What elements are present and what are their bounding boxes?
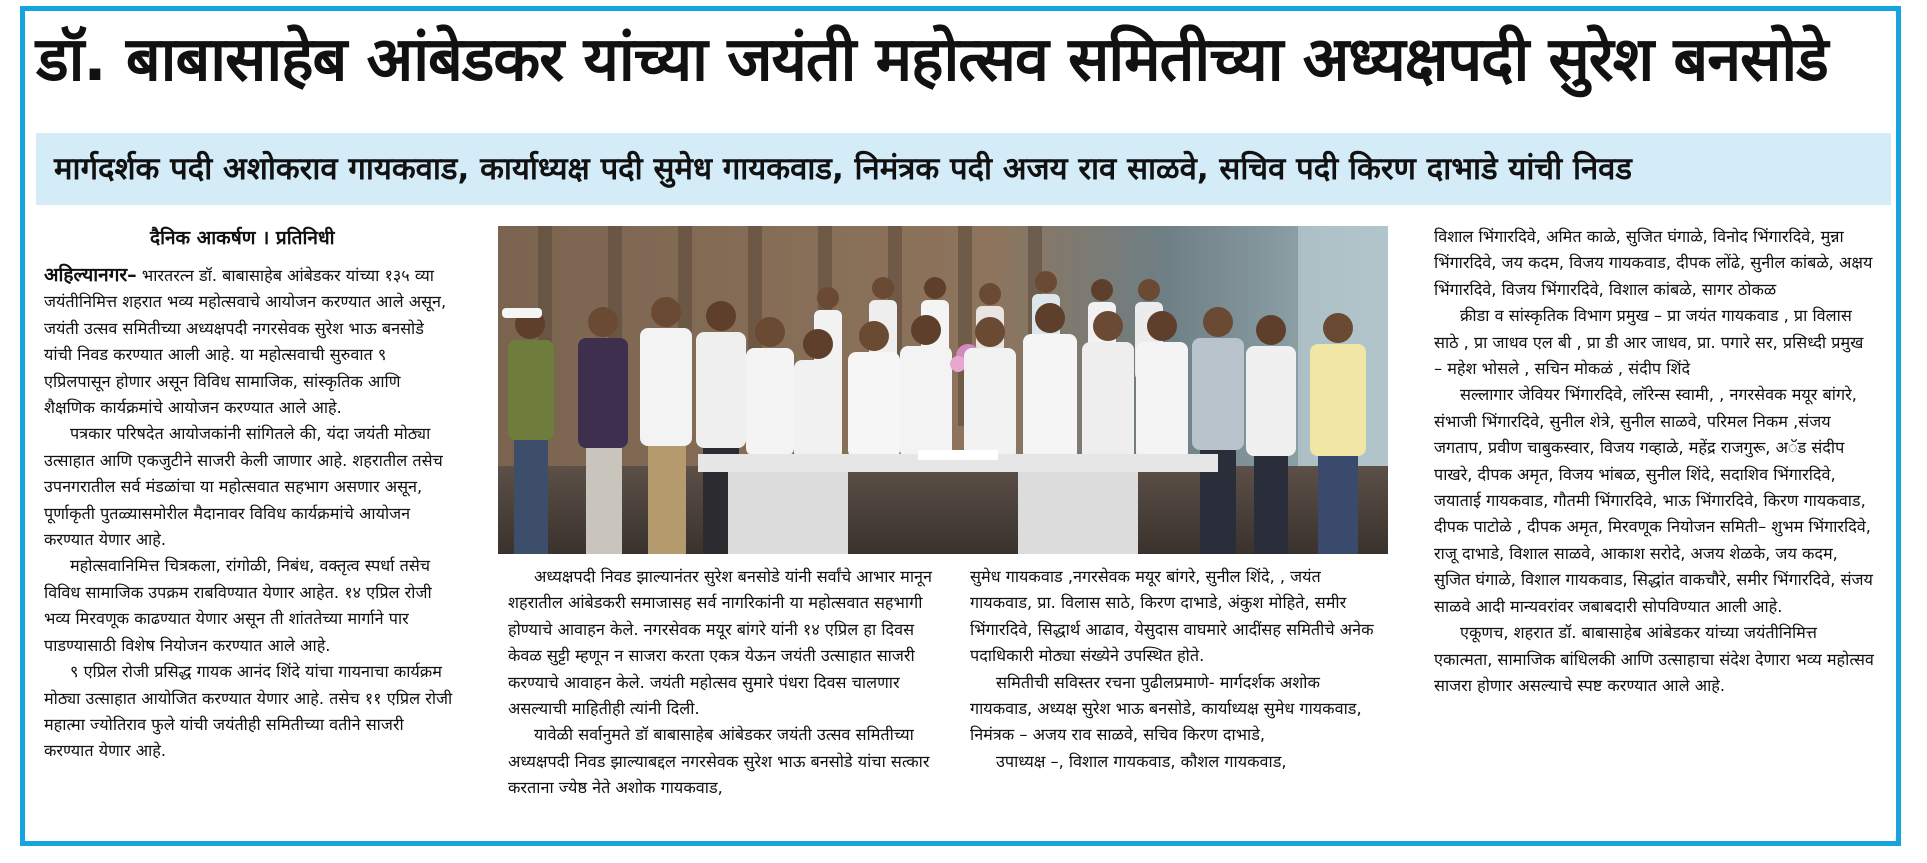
headline: डॉ. बाबासाहेब आंबेडकर यांच्या जयंती महोत्सव समितीच्या अध्यक्षपदी सुरेश बनसोडे bbox=[36, 24, 1828, 95]
column-1 bbox=[44, 262, 456, 765]
paragraph: विशाल भिंगारदिवे, अमित काळे, सुजित घंगाळे, विनोद भिंगारदिवे, मुन्ना भिंगारदिवे, जय कदम, विजय गायकवाड, दीपक लोंढे, सुनील कांबळे, अक्षय भिंगारदिवे, विजय भिंगारदिवे, विशाल कांबळे, सागर ठोकळ bbox=[1434, 227, 1873, 299]
dateline: अहिल्यानगर– bbox=[44, 264, 137, 286]
paragraph: महोत्सवानिमित्त चित्रकला, रांगोळी, निबंध, वक्तृत्व स्पर्धा तसेच विविध सामाजिक उपक्रम राबविण्यात येणार आहेत. १४ एप्रिल रोजी भव्य मिरवणूक काढण्यात येणार असून ती शांततेच्या मार्गाने पार पाडण्यासाठी विशेष नियोजन करण्यात आले आहे. bbox=[44, 556, 432, 655]
paragraph: यावेळी सर्वानुमते डॉ बाबासाहेब आंबेडकर जयंती उत्सव समितीच्या अध्यक्षपदी निवड झाल्याबद्दल नगरसेवक सुरेश भाऊ बनसोडे यांचा सत्कार करताना ज्येष्ठ नेते अशोक गायकवाड, bbox=[508, 725, 930, 798]
byline: दैनिक आकर्षण । प्रतिनिधी bbox=[150, 227, 335, 249]
paragraph bbox=[44, 262, 456, 421]
paragraph: समितीची सविस्तर रचना पुढीलप्रमाणे- मार्गदर्शक अशोक गायकवाड, अध्यक्ष सुरेश भाऊ बनसोडे, कार्याध्यक्ष सुमेध गायकवाड, निमंत्रक – अजय राव साळवे, सचिव किरण दाभाडे, bbox=[970, 672, 1362, 745]
paragraph: सल्लागार जेवियर भिंगारदिवे, लॉरेन्स स्वामी, , नगरसेवक मयूर बांगरे, संभाजी भिंगारदिवे, सुनील शेत्रे, सुनील साळवे, परिमल निकम ,संजय जगताप, प्रवीण चाबुकस्वार, विजय गव्हाळे, महेंद्र राजगुरू, अॅड संदीप पाखरे, दीपक अमृत, विजय भांबळ, सुनील शिंदे, सदाशिव भिंगारदिवे, जयाताई गायकवाड, गौतमी भिंगारदिवे, भाऊ भिंगारदिवे, किरण गायकवाड, दीपक पाटोळे , दीपक अमृत, मिरवणूक नियोजन समिती– शुभम भिंगारदिवे, राजू दाभाडे, विशाल साळवे, आकाश सरोदे, अजय शेळके, जय कदम, सुजित घंगाळे, विशाल गायकवाड, सिद्धांत वाकचौरे, समीर भिंगारदिवे, संजय साळवे आदी मान्यवरांवर जबाबदारी सोपविण्यात आली आहे. bbox=[1434, 385, 1873, 616]
paragraph-text: भारतरत्न डॉ. बाबासाहेब आंबेडकर यांच्या १३५ व्या जयंतीनिमित्त शहरात भव्य महोत्सवाचे आयोजन करण्यात आले असून, जयंती उत्सव समितीच्या अध्यक्षपदी नगरसेवक सुरेश भाऊ बनसोडे यांची निवड करण्यात आली आहे. या महोत्सवाची सुरुवात ९ एप्रिलपासून होणार असून विविध सामाजिक, सांस्कृतिक आणि शैक्षणिक कार्यक्रमांचे आयोजन करण्यात आले आहे. bbox=[44, 266, 447, 418]
column-3 bbox=[970, 564, 1380, 775]
paragraph: ९ एप्रिल रोजी प्रसिद्ध गायक आनंद शिंदे यांचा गायनाचा कार्यक्रम मोठ्या उत्साहात आयोजित करण्यात येणार आहे. तसेच ११ एप्रिल रोजी महात्मा ज्योतिराव फुले यांची जयंतीही समितीच्या वतीने साजरी करण्यात येणार आहे. bbox=[44, 662, 453, 761]
subheadline: मार्गदर्शक पदी अशोकराव गायकवाड, कार्याध्यक्ष पदी सुमेध गायकवाड, निमंत्रक पदी अजय राव साळवे, सचिव पदी किरण दाभाडे यांची निवड bbox=[54, 151, 1632, 187]
news-photo bbox=[498, 226, 1388, 554]
paragraph: सुमेध गायकवाड ,नगरसेवक मयूर बांगरे, सुनील शिंदे, , जयंत गायकवाड, प्रा. विलास साठे, किरण दाभाडे, अंकुश मोहिते, समीर भिंगारदिवे, सिद्धार्थ आढाव, येसुदास वाघमारे आदींसह समितीचे अनेक पदाधिकारी मोठ्या संख्येने उपस्थित होते. bbox=[970, 567, 1374, 666]
paragraph: अध्यक्षपदी निवड झाल्यानंतर सुरेश बनसोडे यांनी सर्वांचे आभार मानून शहरातील आंबेडकरी समाजासह सर्व नागरिकांनी या महोत्सवात सहभागी होण्याचे आवाहन केले. नगरसेवक मयूर बांगरे यांनी १४ एप्रिल हा दिवस केवळ सुट्टी म्हणून न साजरा करता एकत्र येऊन जयंती उत्साहात साजरी करण्याचे आवाहन केले. जयंती महोत्सव सुमारे पंधरा दिवस चालणार असल्याची माहितीही त्यांनी दिली. bbox=[508, 567, 933, 719]
paragraph: पत्रकार परिषदेत आयोजकांनी सांगितले की, यंदा जयंती मोठ्या उत्साहात आणि एकजुटीने साजरी केली जाणार आहे. शहरातील तसेच उपनगरातील सर्व मंडळांचा या महोत्सवात सहभाग असणार असून, पूर्णाकृती पुतळ्यासमोरील मैदानावर विविध कार्यक्रमांचे आयोजन करण्यात येणार आहे. bbox=[44, 424, 443, 550]
paragraph: क्रीडा व सांस्कृतिक विभाग प्रमुख – प्रा जयंत गायकवाड , प्रा विलास साठे , प्रा जाधव एल बी , प्रा डी आर जाधव, प्रा. पगारे सर, प्रसिध्दी प्रमुख – महेश भोसले , सचिन मोकळं , संदीप शिंदे bbox=[1434, 306, 1864, 379]
paragraph: एकूणच, शहरात डॉ. बाबासाहेब आंबेडकर यांच्या जयंतीनिमित्त एकात्मता, सामाजिक बांधिलकी आणि उत्साहाचा संदेश देणारा भव्य महोत्सव साजरा होणार असल्याचे स्पष्ट करण्यात आले आहे. bbox=[1434, 623, 1874, 695]
column-4 bbox=[1434, 224, 1874, 699]
paragraph: उपाध्यक्ष –, विशाल गायकवाड, कौशल गायकवाड, bbox=[996, 751, 1287, 771]
column-2 bbox=[508, 564, 938, 802]
